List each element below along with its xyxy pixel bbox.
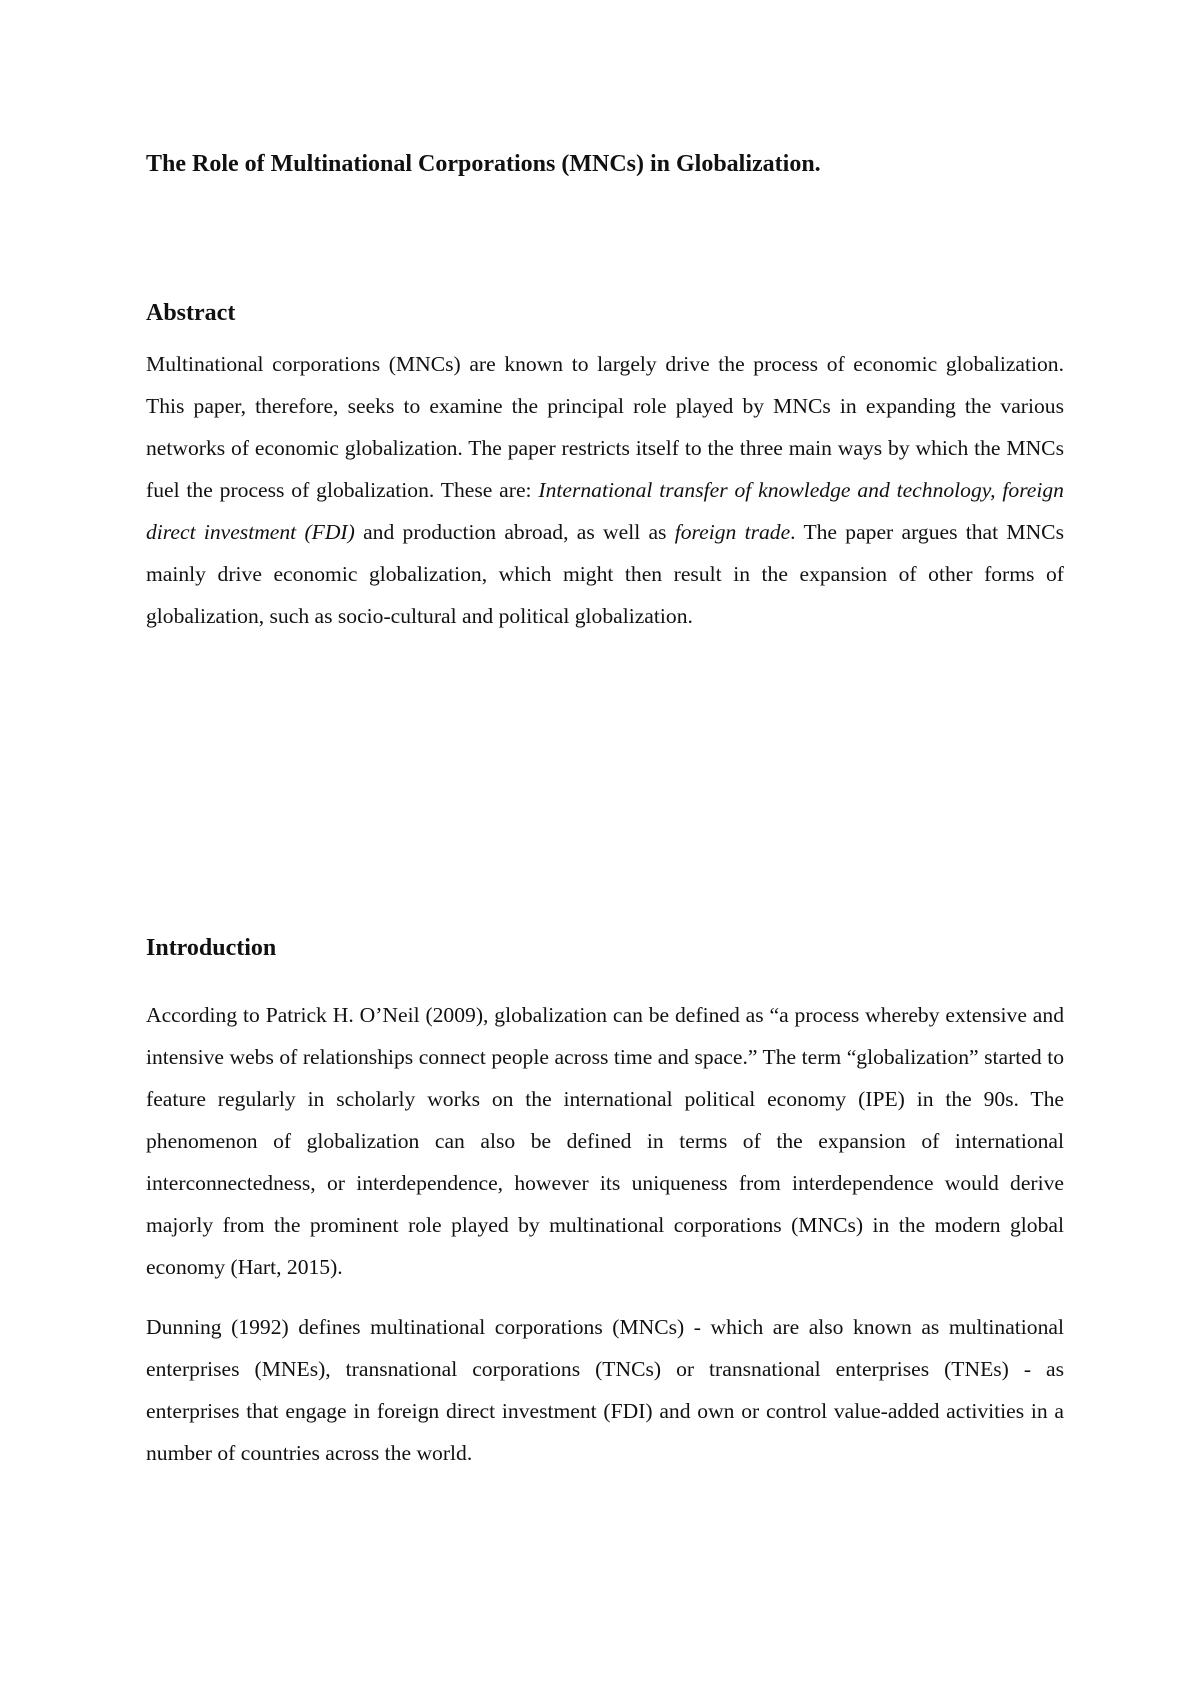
abstract-heading: Abstract	[146, 300, 236, 326]
introduction-paragraph-2: Dunning (1992) defines multinational corporations (MNCs) - which are also known as multinational enterprises (MNEs), transnational corporations (TNCs) or transnational enterprises (TNEs) - as enterprises that engage in foreign direct investment (FDI) and own or control value-added activities in a number of countries across the world.	[146, 1315, 1064, 1465]
abstract-text-part: Multinational corporations (MNCs) are known to largely drive the process of economic globalization. This paper, therefore, seeks to examine the principal role played by MNCs in expanding the various networks of economic globalization. The paper restricts itself to the three main ways by which the MNCs fuel the process of globalization. These are:	[146, 352, 1064, 502]
document-title: The Role of Multinational Corporations (MNCs) in Globalization.	[146, 151, 821, 177]
abstract-italic-phrase: International transfer of knowledge and technology, foreign direct investment (FDI)	[146, 478, 1064, 544]
abstract-text-part: . The paper argues that MNCs mainly drive economic globalization, which might then result in the expansion of other forms of globalization, such as socio-cultural and political globalization.	[146, 520, 1064, 628]
abstract-paragraph	[146, 343, 1064, 637]
introduction-paragraph-1: According to Patrick H. O’Neil (2009), globalization can be defined as “a process whereby extensive and intensive webs of relationships connect people across time and space.” The term “globalization” started to feature regularly in scholarly works on the international political economy (IPE) in the 90s. The phenomenon of globalization can also be defined in terms of the expansion of international interconnectedness, or interdependence, however its uniqueness from interdependence would derive majorly from the prominent role played by multinational corporations (MNCs) in the modern global economy (Hart, 2015).	[146, 1003, 1064, 1279]
abstract-text-part: and production abroad, as well as	[354, 520, 675, 544]
abstract-italic-phrase: foreign trade	[674, 520, 791, 544]
introduction-heading: Introduction	[146, 935, 277, 961]
